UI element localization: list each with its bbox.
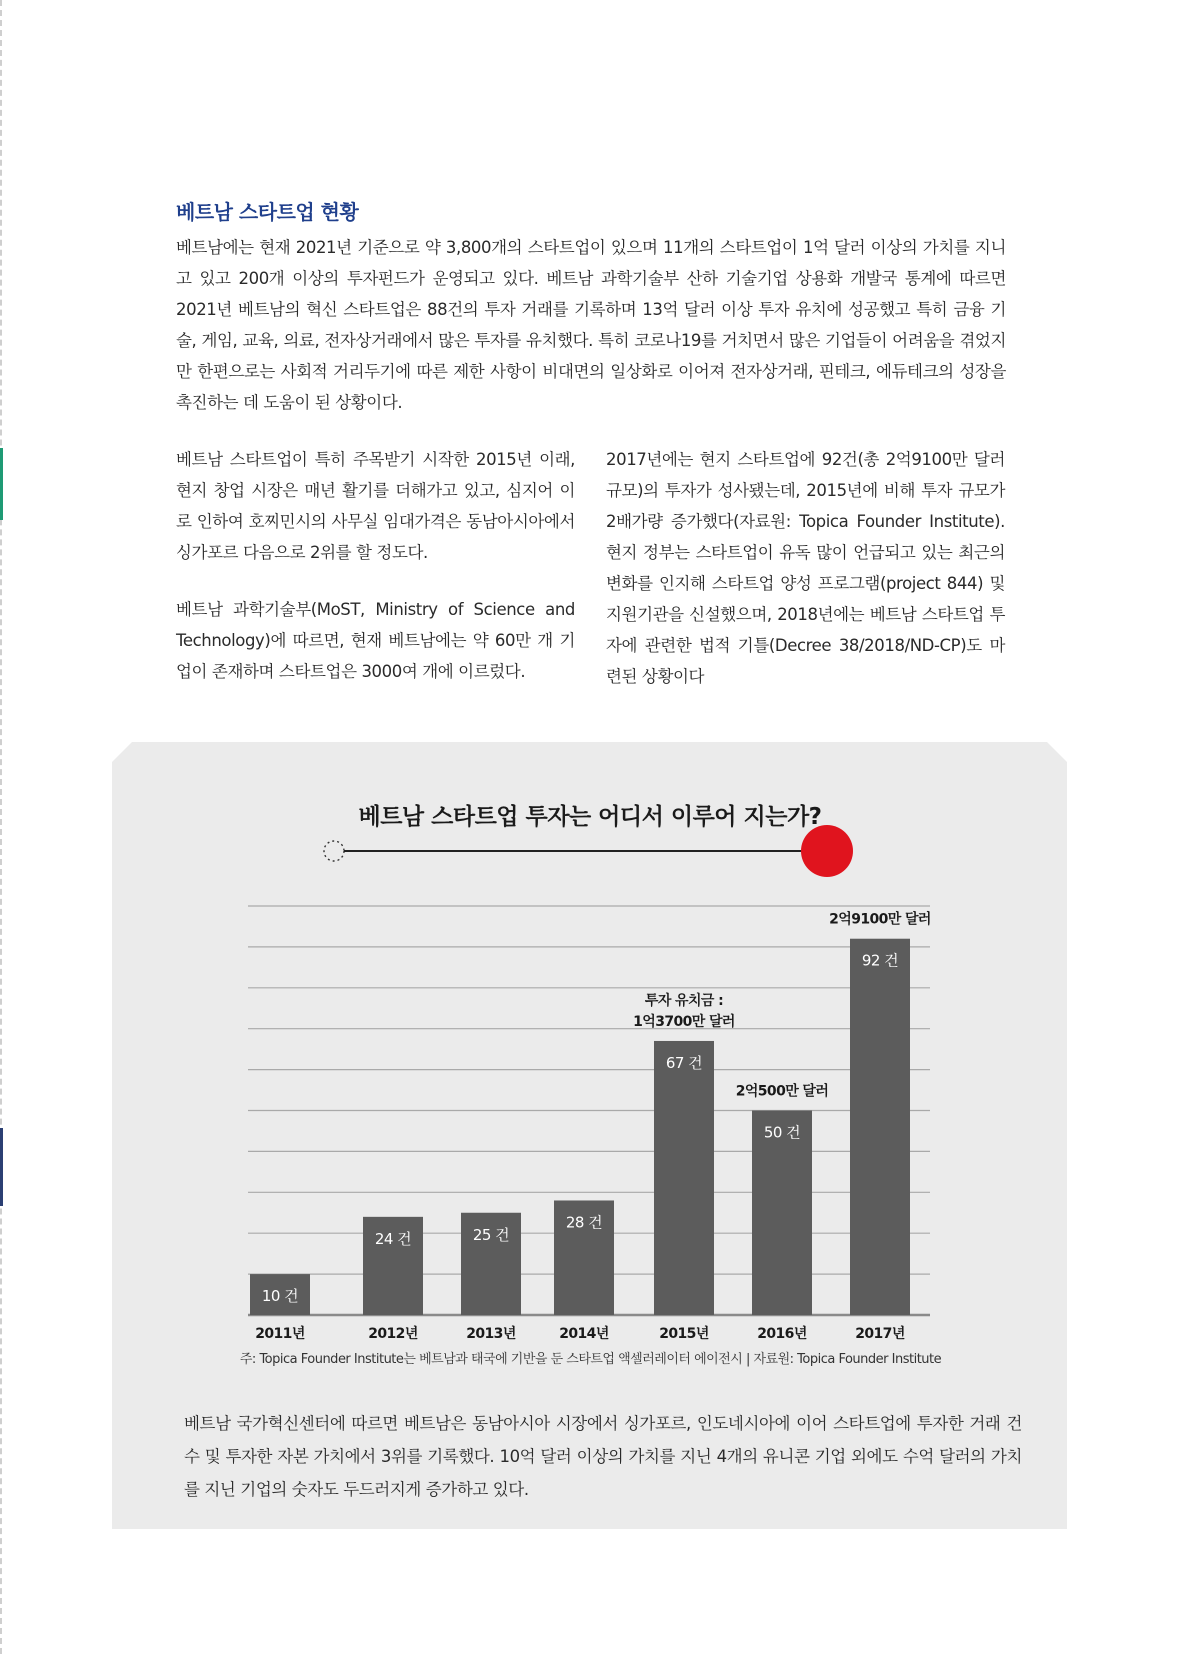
annotation-1-line-0: 2억500만 달러: [735, 1083, 829, 1100]
bar-value-label-2: 25 건: [472, 1225, 510, 1244]
bottom-paragraph: 베트남 국가혁신센터에 따르면 베트남은 동남아시아 시장에서 싱가포르, 인도네시아에 이어 스타트업에 투자한 거래 건수 및 투자한 자본 가치에서 3위를 기록했다. 10억 달러 이상의 가치를 지닌 4개의 유니콘 기업 외에도 수억 달러의 가치를 지닌 기업의 숫자도 두드러지게 증가하고 있다.: [184, 1414, 1022, 1499]
annotation-0-line-0: 투자 유치금 :: [644, 992, 724, 1009]
right-column-paragraph: 2017년에는 현지 스타트업에 92건(총 2억9100만 달러 규모)의 투자가 성사됐는데, 2015년에 비해 투자 규모가 2배가량 증가했다(자료원: Topica Founder Institute). 현지 정부는 스타트업이 유독 많이 언급되고 있는 최근의 변화를 인지해 스타트업 양성 프로그램(project 844) 및 지원기관을 신설했으며, 2018년에는 베트남 스타트업 투자에 관련한 법적 기틀(Decree 38/2018/ND-CP)도 마련된 상황이다: [606, 450, 1005, 686]
x-tick-label-3: 2014년: [559, 1326, 609, 1342]
bar-value-label-0: 10 건: [261, 1287, 299, 1306]
chart-footnote: 주: Topica Founder Institute는 베트남과 태국에 기반을 둔 스타트업 액셀러레이터 에이전시 | 자료원: Topica Founder Institute: [239, 1352, 942, 1367]
chart-title: 베트남 스타트업 투자는 어디서 이루어 지는가?: [358, 804, 822, 830]
annotation-0-line-1: 1억3700만 달러: [633, 1013, 735, 1030]
title-rule-red-dot: [801, 825, 853, 877]
bar-value-label-1: 24 건: [374, 1229, 412, 1248]
section-title: 베트남 스타트업 현황: [176, 200, 359, 224]
x-tick-label-1: 2012년: [368, 1326, 418, 1342]
x-tick-label-2: 2013년: [466, 1326, 516, 1342]
x-tick-label-4: 2015년: [659, 1326, 709, 1342]
x-tick-label-0: 2011년: [255, 1326, 305, 1342]
bar-6: [850, 939, 910, 1315]
bar-value-label-4: 67 건: [665, 1053, 703, 1072]
title-rule-open-dot: [324, 841, 344, 861]
left-column-paragraph-1: 베트남 스타트업이 특히 주목받기 시작한 2015년 이래, 현지 창업 시장은 매년 활기를 더해가고 있고, 심지어 이로 인하여 호찌민시의 사무실 임대가격은 동남아시아에서 싱가포르 다음으로 2위를 할 정도다.: [176, 450, 575, 562]
bar-value-label-3: 28 건: [565, 1213, 603, 1232]
left-column-paragraph-2: 베트남 과학기술부(MoST, Ministry of Science and Technology)에 따르면, 현재 베트남에는 약 60만 개 기업이 존재하며 스타트업은 3000여 개에 이르렀다.: [176, 600, 575, 681]
bar-4: [654, 1041, 714, 1315]
annotation-2-line-0: 2억9100만 달러: [829, 911, 931, 928]
chart-bars: [250, 939, 910, 1315]
bar-value-label-5: 50 건: [763, 1123, 801, 1142]
x-tick-label-5: 2016년: [757, 1326, 807, 1342]
x-tick-label-6: 2017년: [855, 1326, 905, 1342]
intro-paragraph: 베트남에는 현재 2021년 기준으로 약 3,800개의 스타트업이 있으며 11개의 스타트업이 1억 달러 이상의 가치를 지니고 있고 200개 이상의 투자펀드가 운영되고 있다. 베트남 과학기술부 산하 기술기업 상용화 개발국 통계에 따르면 2021년 베트남의 혁신 스타트업은 88건의 투자 거래를 기록하며 13억 달러 이상 투자 유치에 성공했고 특히 금융 기술, 게임, 교육, 의료, 전자상거래에서 많은 투자를 유치했다. 특히 코로나19를 거치면서 많은 기업들이 어려움을 겪었지만 한편으로는 사회적 거리두기에 따른 제한 사항이 비대면의 일상화로 이어져 전자상거래, 핀테크, 에듀테크의 성장을 촉진하는 데 도움이 된 상황이다.: [176, 238, 1006, 412]
bar-value-label-6: 92 건: [861, 951, 899, 970]
